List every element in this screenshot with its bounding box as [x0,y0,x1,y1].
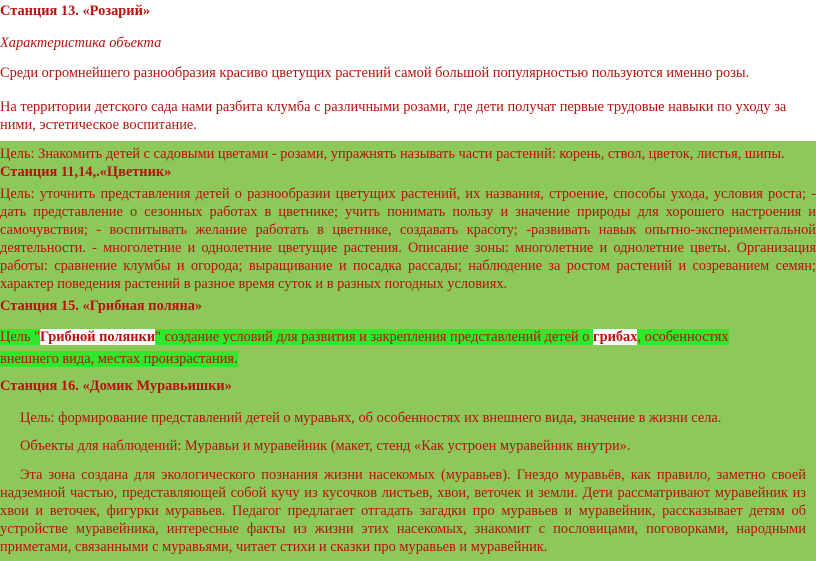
goal-line: Цель: Знакомить детей с садовыми цветами - розами, упражнять называть части растений: корень, ствол, цветок, листья, шипы. [0,146,785,162]
station16-title: Станция 16. «Домик Муравьишки» [0,378,232,394]
station11-title: Станция 11,14,.«Цветник» [0,164,172,180]
station15-text-part: , особенностях внешнего вида, местах произрастания. [0,329,729,367]
station13-paragraph-2: На территории детского сада нами разбита клумба с различными розами, где дети получат первые трудовые навыки по уходу за ними, эстетическое воспитание. [0,99,787,133]
station13-title: Станция 13. «Розарий» [0,3,151,19]
station15-title: Станция 15. «Грибная поляна» [0,298,203,314]
mushrooms-highlight: грибах [593,329,638,345]
station16-paragraph-1: Цель: формирование представлений детей о муравьях, об особенностях их внешнего вида, значение в жизни села. [20,410,722,426]
station13-paragraph-1: Среди огромнейшего разнообразия красиво цветущих растений самой большой популярностью пользуются именно розы. [0,65,750,81]
mushroom-glade-highlight: Грибной полянки [40,329,156,345]
station16-paragraph-2: Объекты для наблюдений: Муравьи и муравейник (макет, стенд «Как устроен муравейник внутри». [20,438,631,454]
station16-paragraph-3: Эта зона создана для экологического познания жизни насекомых (муравьев). Гнездо муравьёв, как правило, заметно своей надземной частью, представляющей собой кучу из кусочков листьев, хвои, веточек и земли. Дети рассматривают муравейник из хвои и веточек, фигурки муравьев. Педагог предлагает отгадать загадки про муравьев и муравейник, рассказывает детям об устройстве муравейника, интересные факты из жизни этих насекомых, знакомит с пословицами, поговорками, народными приметами, связанными с муравьями, читает стихи и сказки про муравьев и муравейник. [0,467,806,555]
station15-text-part: " создание условий для развития и закрепления представлений детей о [155,329,594,345]
station11-text: Цель: уточнить представления детей о разнообразии цветущих растений, их названия, строение, способы ухода, условия роста; - дать представление о сезонных работах в цветнике; учить понимать пользу и значение природы для хорошего настроения и самочувствия; - воспитывать желание работать в цветнике, создавать красоту; -развивать навык опытно-экспериментальной деятельности. - многолетние и однолетние цветущие растения. Описание зоны: многолетние и однолетние цветы. Организация работы: сравнение клумбы и огорода; выращивание и посадка рассады; наблюдение за ростом растений и созреванием семян; характер поведения растений в разное время суток и в разных погодных условиях. [0,186,816,292]
station13-subtitle: Характеристика объекта [0,35,162,51]
station15-text-part: Цель " [0,329,40,345]
station15-text [0,326,760,370]
